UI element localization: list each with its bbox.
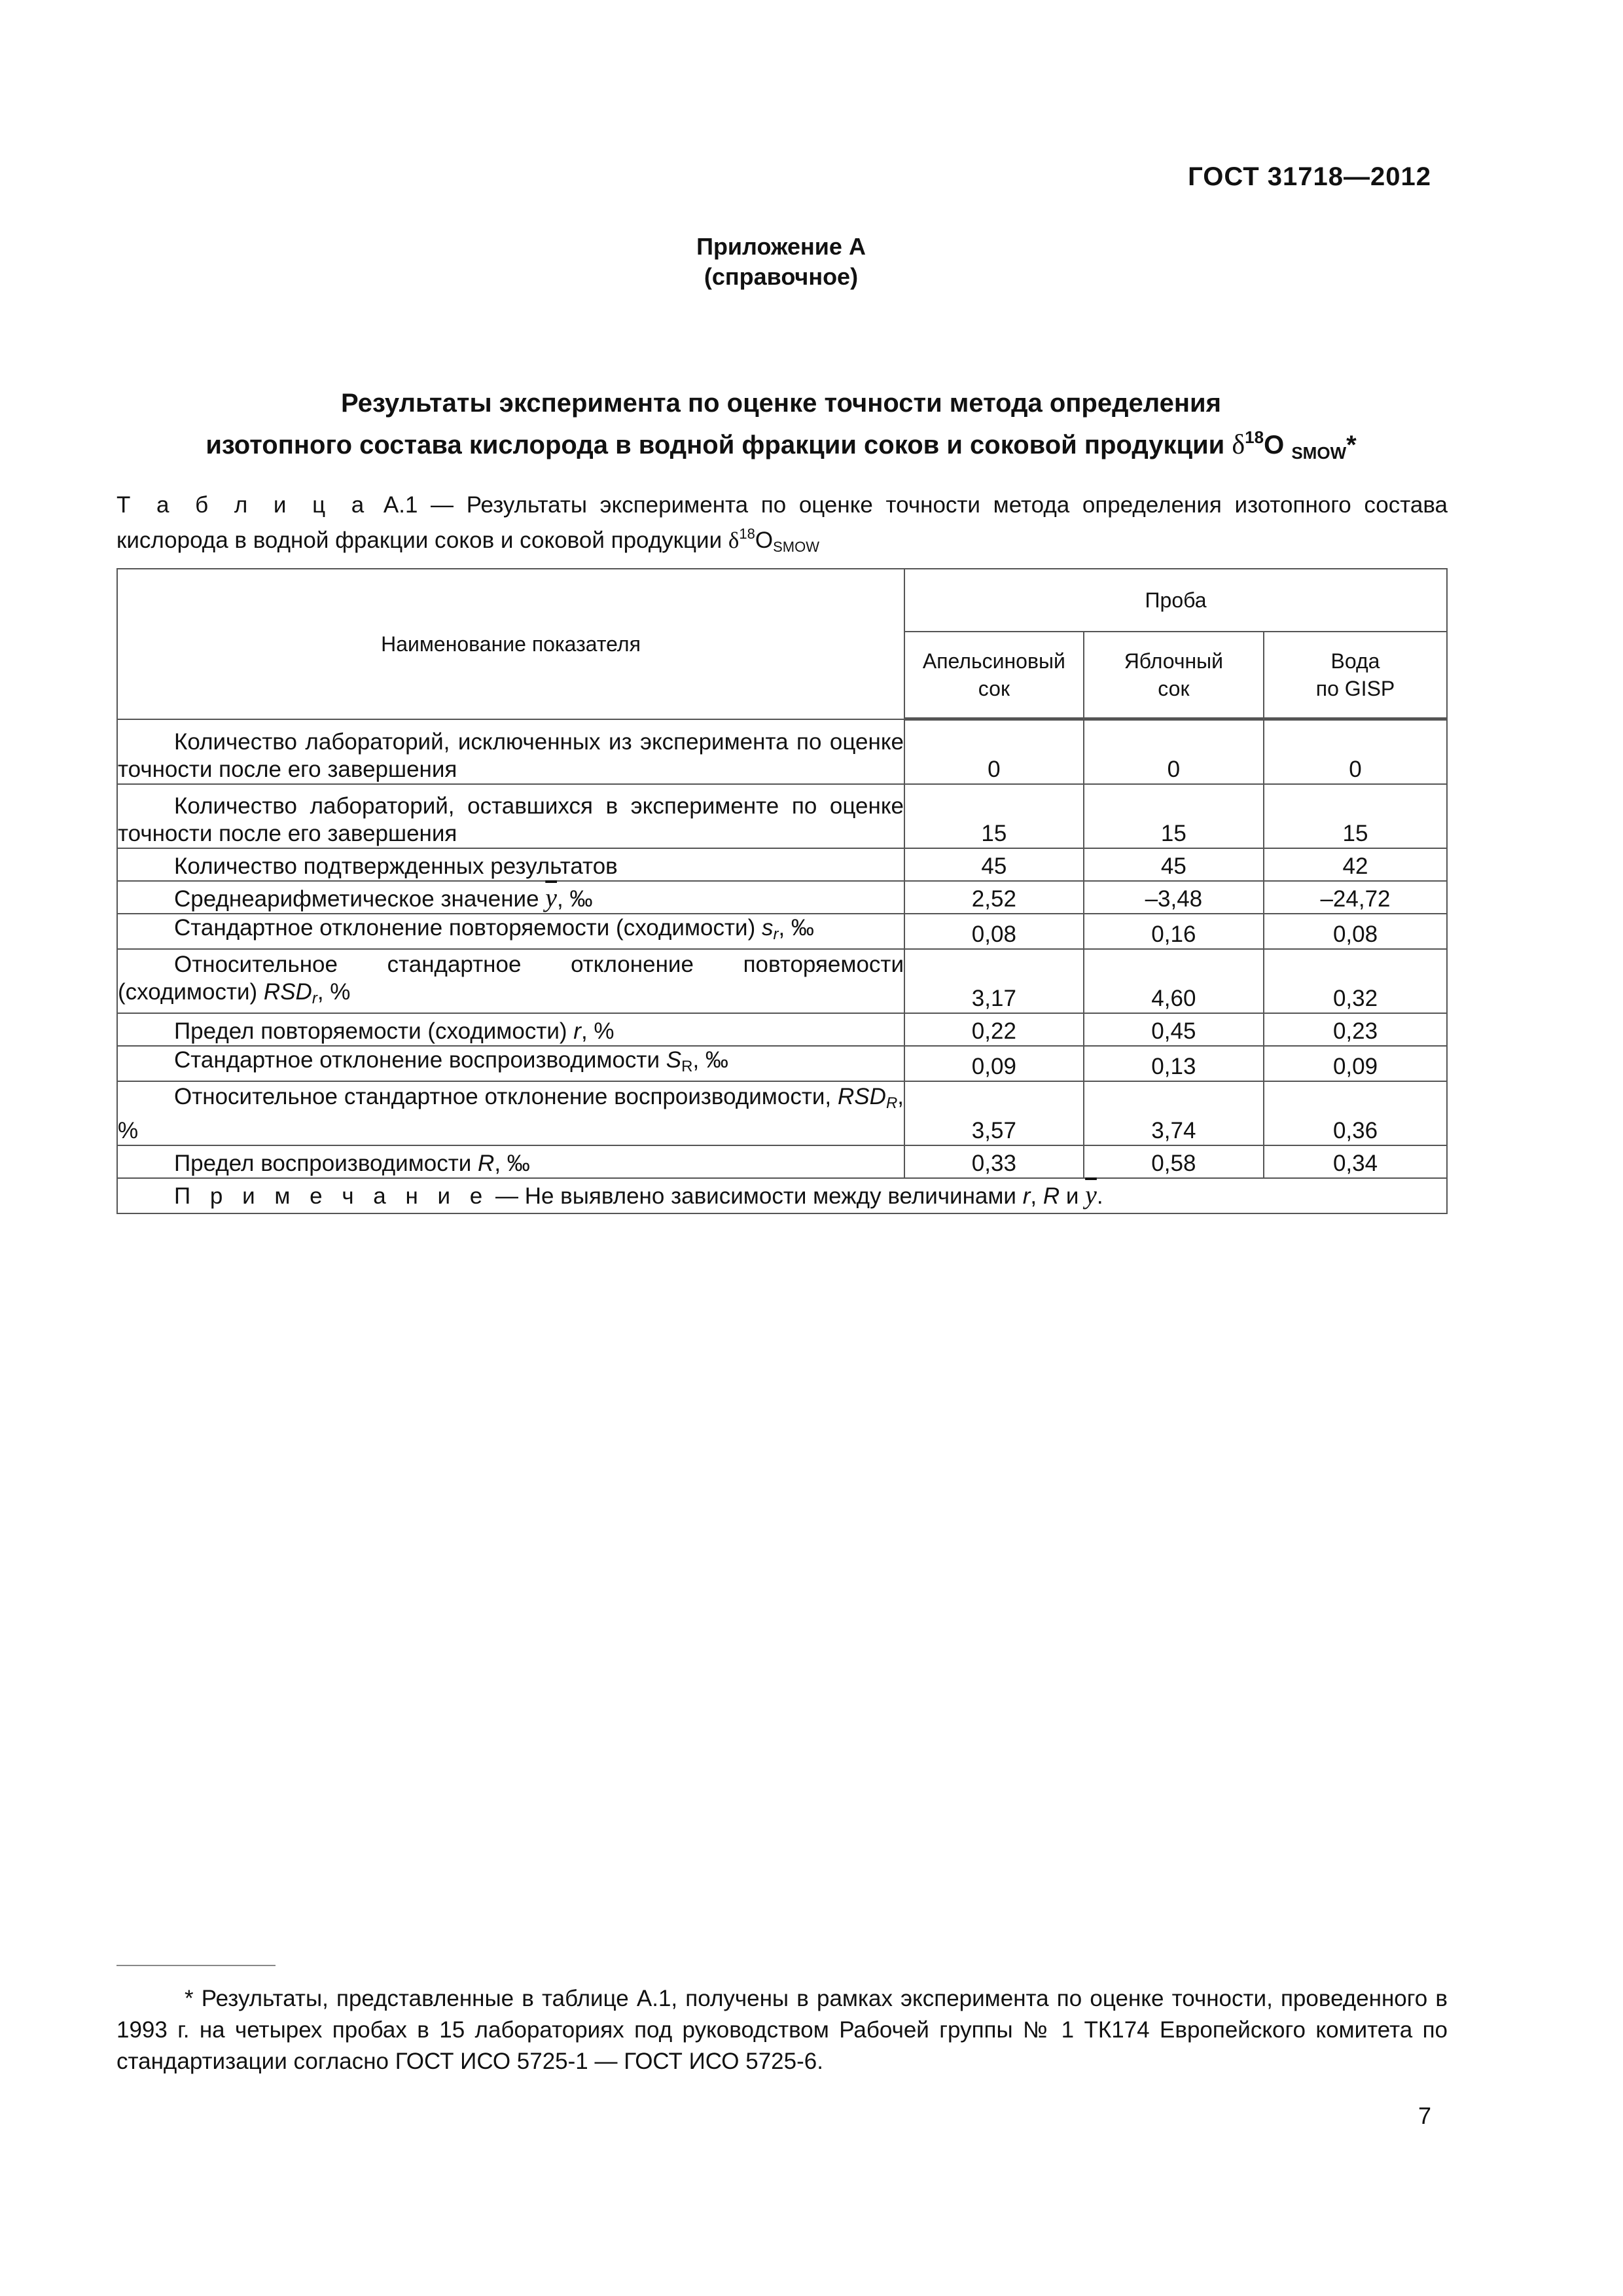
symbol: RSD: [263, 979, 312, 1005]
table-cell: 3,17: [904, 949, 1084, 1013]
row-label: Количество лабораторий, исключенных из эксперимента по оценке точности после его завершения: [117, 719, 904, 785]
note-text: — Не выявлено зависимости между величинами: [489, 1183, 1023, 1209]
row-label: [117, 914, 904, 949]
table-caption-prefix: Т а б л и ц а: [116, 492, 371, 518]
symbol: S: [666, 1047, 682, 1073]
table-row: [117, 914, 1447, 949]
name-column-header: Наименование показателя: [117, 569, 904, 719]
table-cell: 0,16: [1084, 914, 1264, 949]
note-separator: ,: [1030, 1183, 1043, 1209]
table-row: [117, 1046, 1447, 1081]
table-cell: 0,58: [1084, 1145, 1264, 1178]
appendix-label: Приложение А: [696, 233, 866, 260]
row-label-text: Стандартное отклонение повторяемости (сходимости): [174, 915, 762, 941]
table-cell: 15: [1264, 784, 1447, 848]
table-cell: 0: [1264, 719, 1447, 785]
table-cell: 0,32: [1264, 949, 1447, 1013]
row-label-text: Относительное стандартное отклонение повторяемости (сходимости): [118, 952, 904, 1005]
delta-symbol: δ: [1232, 430, 1245, 460]
smow-subscript: SMOW: [1291, 443, 1347, 463]
table-cell: –3,48: [1084, 881, 1264, 914]
note-symbol-r: r: [1022, 1183, 1031, 1209]
table-cell: 0,09: [1264, 1046, 1447, 1081]
row-label: [117, 1013, 904, 1046]
sample-group-header: Проба: [904, 569, 1447, 632]
note-end: .: [1096, 1183, 1103, 1209]
appendix-heading: [0, 232, 1562, 292]
table-cell: 45: [1084, 848, 1264, 881]
note-mean-symbol: $\overline{y}$: [1085, 1180, 1097, 1210]
table-cell: 0,45: [1084, 1013, 1264, 1046]
row-label-unit: , ‰: [557, 886, 593, 912]
page-number: 7: [1418, 2102, 1431, 2129]
table-cell: 3,57: [904, 1081, 1084, 1145]
table-cell: –24,72: [1264, 881, 1447, 914]
table-row: [117, 1013, 1447, 1046]
row-label-unit: , ‰: [692, 1047, 728, 1073]
table-cell: 0,09: [904, 1046, 1084, 1081]
table-cell: 0: [1084, 719, 1264, 785]
row-label: Количество подтвержденных результатов: [117, 848, 904, 881]
results-table: [116, 568, 1448, 1214]
table-cell: 0,33: [904, 1145, 1084, 1178]
column-header-gisp-water: [1264, 632, 1447, 719]
row-label-unit: , %: [118, 1084, 904, 1143]
symbol-subscript: r: [773, 925, 779, 943]
column-header-line-1: Вода: [1330, 649, 1380, 673]
table-cell: 0,34: [1264, 1145, 1447, 1178]
table-cell: 0: [904, 719, 1084, 785]
row-label-text: Стандартное отклонение воспроизводимости: [174, 1047, 666, 1073]
table-cell: 3,74: [1084, 1081, 1264, 1145]
column-header-line-2: по GISP: [1315, 677, 1395, 700]
section-title-line-2-text: изотопного состава кислорода в водной фракции соков и соковой продукции: [205, 431, 1225, 459]
mean-symbol: $\overline{y}$: [545, 883, 558, 912]
table-row: [117, 1145, 1447, 1178]
table-cell: 45: [904, 848, 1084, 881]
table-row: [117, 881, 1447, 914]
document-code: ГОСТ 31718—2012: [1188, 162, 1431, 191]
row-label: [117, 1145, 904, 1178]
appendix-type: (справочное): [704, 263, 859, 290]
symbol: RSD: [838, 1084, 886, 1109]
table-cell: 0,23: [1264, 1013, 1447, 1046]
row-label-text: Относительное стандартное отклонение воспроизводимости,: [174, 1084, 838, 1109]
note-prefix: П р и м е ч а н и е: [174, 1183, 490, 1209]
table-note: [117, 1178, 1447, 1213]
caption-delta-symbol: δ: [728, 528, 740, 553]
caption-isotope-superscript: 18: [739, 526, 755, 542]
column-header-line-2: сок: [978, 677, 1010, 700]
row-label: [117, 949, 904, 1013]
symbol: r: [573, 1018, 581, 1044]
caption-smow-subscript: SMOW: [773, 539, 819, 555]
oxygen-element: O: [1264, 431, 1285, 459]
table-cell: 4,60: [1084, 949, 1264, 1013]
table-row: [117, 1081, 1447, 1145]
row-label-text: Предел повторяемости (сходимости): [174, 1018, 574, 1044]
row-label: [117, 1081, 904, 1145]
symbol: R: [478, 1151, 495, 1176]
section-title-line-1: Результаты эксперимента по оценке точности метода определения: [341, 389, 1221, 418]
row-label: Количество лабораторий, оставшихся в эксперименте по оценке точности после его завершения: [117, 784, 904, 848]
symbol-subscript: r: [312, 990, 317, 1007]
table-cell: 42: [1264, 848, 1447, 881]
footnote-marker: *: [1346, 431, 1357, 459]
row-label-text: Среднеарифметическое значение: [174, 886, 546, 912]
column-header-line-2: сок: [1158, 677, 1190, 700]
symbol-subscript: R: [681, 1058, 693, 1075]
column-header-line-1: Апельсиновый: [922, 649, 1065, 673]
symbol-subscript: R: [885, 1094, 898, 1112]
table-caption: [116, 491, 1448, 562]
table-row: [117, 848, 1447, 881]
row-label-unit: , ‰: [778, 915, 814, 941]
section-title: [0, 386, 1562, 470]
column-header-line-1: Яблочный: [1124, 649, 1224, 673]
table-row: [117, 719, 1447, 785]
row-label-unit: , %: [580, 1018, 615, 1044]
table-row: [117, 784, 1447, 848]
row-label-unit: , ‰: [494, 1151, 530, 1176]
row-label: [117, 1046, 904, 1081]
footnote: * Результаты, представленные в таблице А.1, получены в рамках эксперимента по оценке точности, проведенного в 1993 г. на четырех пробах в 15 лабораториях под руководством Рабочей группы № 1 ТК174 Европейского комитета по стандартизации согласно ГОСТ ИСО 5725-1 — ГОСТ ИСО 5725-6.: [116, 1986, 1448, 2074]
table-cell: 15: [904, 784, 1084, 848]
table-note-row: [117, 1178, 1447, 1213]
caption-oxygen-element: O: [755, 528, 774, 553]
isotope-superscript: 18: [1245, 427, 1264, 447]
row-label-text: Предел воспроизводимости: [174, 1151, 478, 1176]
table-cell: 0,22: [904, 1013, 1084, 1046]
column-header-orange-juice: [904, 632, 1084, 719]
footnote-divider: [116, 1965, 276, 1966]
table-cell: 2,52: [904, 881, 1084, 914]
section-title-line-2: [0, 420, 1562, 470]
note-conjunction: и: [1060, 1183, 1086, 1209]
row-label-unit: , %: [317, 979, 351, 1005]
table-row: [117, 949, 1447, 1013]
table-cell: 0,08: [1264, 914, 1447, 949]
note-symbol-R: R: [1043, 1183, 1060, 1209]
symbol: s: [761, 915, 774, 941]
row-label: [117, 881, 904, 914]
table-caption-text: А.1 — Результаты эксперимента по оценке точности метода определения изотопного состава кислорода в водной фракции соков и соковой продукции: [116, 492, 1448, 553]
table-cell: 15: [1084, 784, 1264, 848]
table-cell: 0,13: [1084, 1046, 1264, 1081]
table-cell: 0,08: [904, 914, 1084, 949]
column-header-apple-juice: [1084, 632, 1264, 719]
table-cell: 0,36: [1264, 1081, 1447, 1145]
